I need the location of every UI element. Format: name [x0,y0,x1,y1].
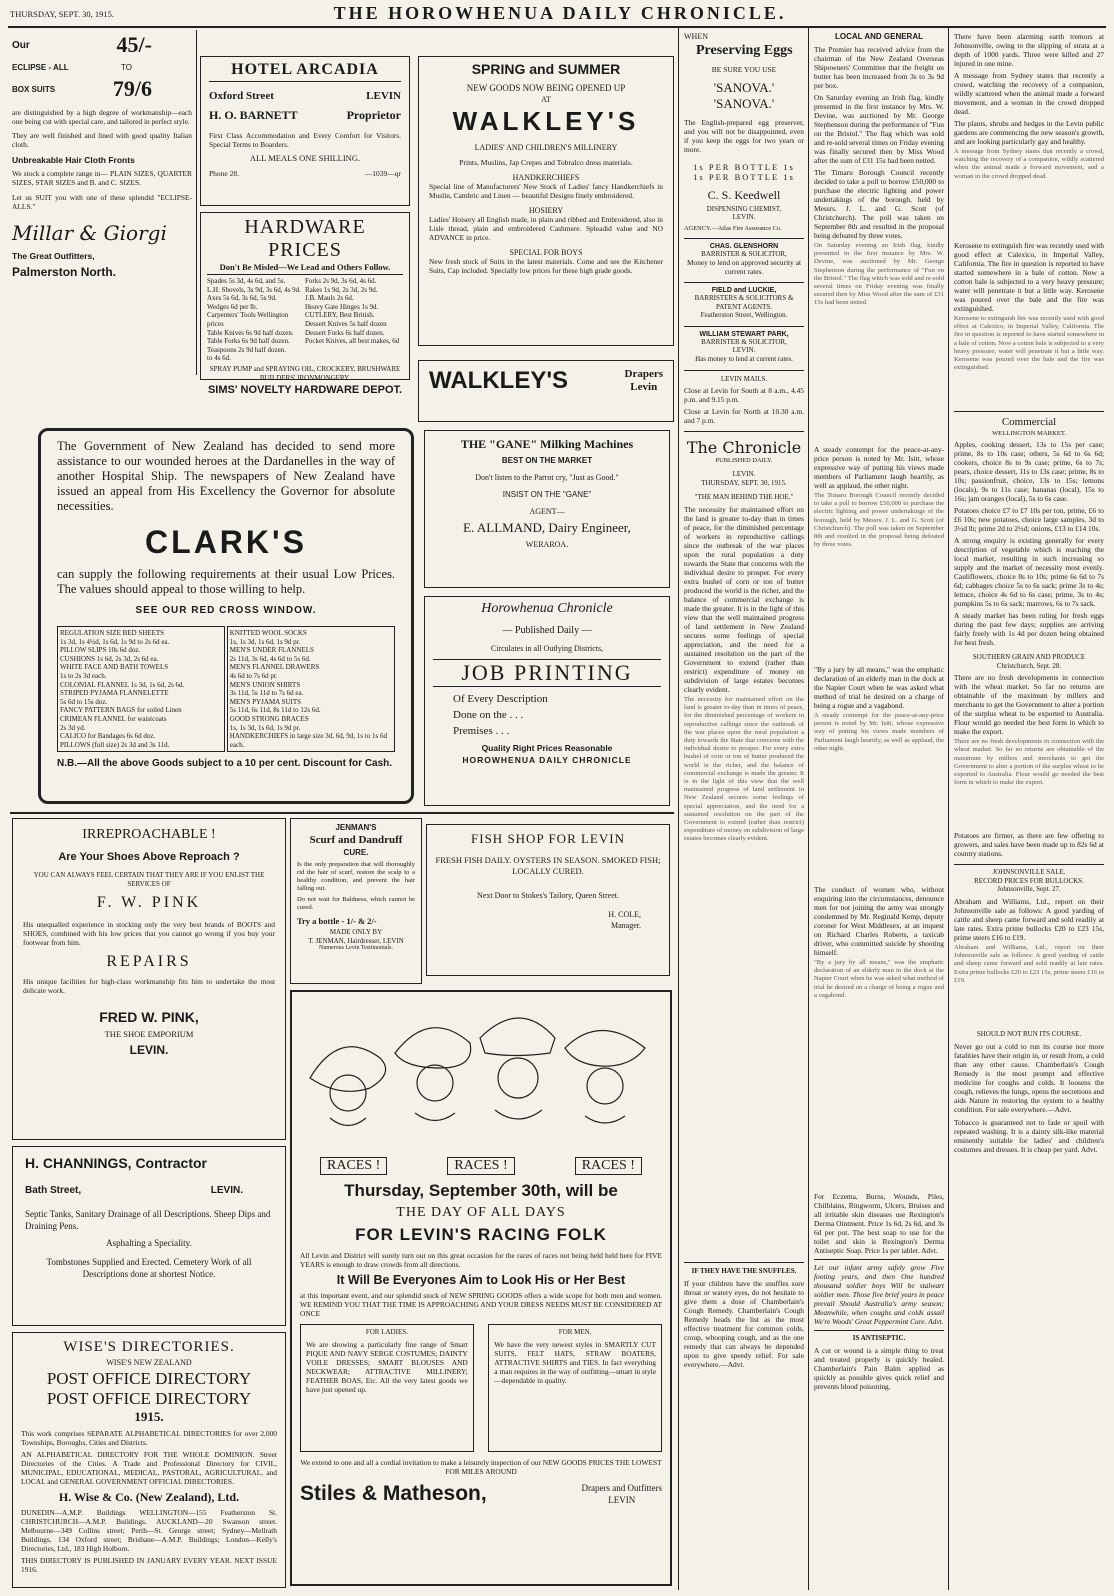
glenshorn-job: BARRISTER & SOLICITOR, [701,250,787,258]
fish-title: FISH SHOP FOR LEVIN [471,831,625,846]
johnsonville-continued: Abraham and Williams, Ltd., report on their Johnsonville sale as follows: A good yarding of cattle and sheep came forward and sold readily at late rates. Extra prime bullocks £20 to £23 15s, prime steers £16 to £19. [954,943,1104,984]
races-t2: at this important event, and our splendid stock of NEW SPRING GOODS offers a wide scope for both men and women. WE REMIND YOU THAT THE TIME IS APPROACHING AND YOUR DRESS NEEDS MUST BE CONSIDERED AT ONCE [300,1291,662,1318]
hotel-text: First Class Accommodation and Every Comfort for Visitors. Special Terms to Boarders. [209,131,401,149]
park-text: Has money to lend at current rates. [695,354,793,363]
chronicle-pub-daily: PUBLISHED DAILY. [715,457,773,465]
clarks-item: PILLOW SLIPS 10s 6d doz. [60,646,141,655]
mails-south: Close at Levin for South at 8 a.m., 4.45 p.m. and 9.15 p.m. [684,386,804,405]
sanova-2: 'SANOVA.' [713,96,775,111]
clarks-item: 1s, 1s 3d, 1s 6d, 1s 9d pr. [229,723,301,732]
column-7 [954,32,1104,1588]
fish-t2: Next Door to Stokes's Tailory, Queen Street. [477,891,619,900]
keedwell-name: C. S. Keedwell [707,188,781,202]
gane-t4: INSIST ON THE "GANE" [502,490,592,499]
clarks-see: SEE OUR RED CROSS WINDOW. [135,605,317,616]
johnsonville-title: JOHNSONVILLE SALE. [992,868,1066,877]
cold-text: Never go out a cold to run its course nor more fatalities have their origin in, or result from, a cold than any other cause. Chamberlain's Cough Remedy is the most prompt and effective medicine for coughs and colds. It loosens the cough, relieves the lungs, opens the secretions and aids Nature in restoring the system to a healthy condition. For sale everywhere.—Advt. [954,1041,1104,1114]
grain-item: Potatoes are firmer, as there are few offering to growers, and sales have been made up to 82s 6d at country stations. [954,831,1104,859]
park-name: WILLIAM STEWART PARK, [699,330,789,338]
eclipse-firm2: The Great Outfitters, [12,251,95,261]
chronicle-pub: — Published Daily — [502,625,592,636]
channing-street: Bath Street, [25,1185,82,1196]
news-item: Kerosene to extinguish fire was recently used with good effect at Calexico, in Imperial Valley, California. The fire in question is reported to have started somewhere in a bale of cotton. Now a cotton bale is subjected to a very heavy pressure; water will penetrate it but a little way. Kerosene was poured over the bale and the fire was extinguished. [954,241,1104,313]
sanova-text: The English-prepared egg preserver, and you will not be disappointed, even if you keep the eggs for two years or more. [684,118,804,154]
clarks-item: CUSHIONS 1s 6d, 2s 3d, 2s 6d ea. [60,654,159,663]
masthead-title: THE HOROWHENUA DAILY CHRONICLE. [333,3,787,23]
glenshorn-name: CHAS. GLENSHORN [709,243,779,250]
grain-item: There are no fresh developments in connection with the wheat market. So far no returns are obtainable of the maximum by millers and merchants to get the Government to alter a portion of the surplus wheat to be exported to Australia. Flour would go needed the best form in which to make the export. [954,673,1104,737]
grain-title: SOUTHERN GRAIN AND PRODUCE [972,653,1086,661]
eclipse-desc1: are distinguished by a high degree of workmanship—each one being cut with special care, and tailored in perfect style. [12,108,192,126]
clarks-item: 1s, 1s 3d, 1s 6d, 1s 9d pr. [229,637,301,646]
local-item-continued: "By a jury by all means," was the emphatic declaration of an elderly man in the dock at the Napier Court when he was asked what method of trial he desired on a charge of being a rogue and a vagabond. [814,959,945,999]
sanova-price: 1s PER BOTTLE 1s [693,162,795,172]
pink-name: F. W. PINK [96,894,202,912]
clarks-item: MEN'S UNION SHIRTS [229,680,301,689]
local-item-continued: The Timaru Borough Council recently decided to take a poll to borrow £50,000 to purchase the electric lighting and power undertakings of the borough, held by Messrs. J. L. and G. Scott (of Christchurch). The poll was taken on September 8th and resulted in the proposal being defeated by three votes. [814,492,944,549]
johnsonville-dateline: Johnsonville, Sept. 27. [997,885,1061,894]
wise-t2: AN ALPHABETICAL DIRECTORY FOR THE WHOLE DOMINION. Street Directories of the Cities. A Trade and Professional Directory for CIVIL, MUNICIPAL, EDUCATIONAL, MEDICAL, PASTORAL, AGRICULTURAL, and LOCAL and GENERAL GOVERNMENT OFFICIAL DIRECTORIES. [21,1450,277,1486]
fish-name: H. COLE, [608,910,641,919]
jenman-t2: Do not wait for Baldness, which cannot be cured. [297,896,415,911]
walkley-s1: HANDKERCHIEFS [512,173,580,182]
channing-t3: Tombstones Supplied and Erected. Cemetery Work of all Descriptions done at shortest Notice. [46,1257,252,1279]
hardware-item: Teaspoons 2s 9d half dozen. [207,345,287,354]
fieldluckie-addr: Featherston Street, Wellington. [700,311,788,320]
hardware-item: L.H. Shovels, 3s 9d, 3s 6d, 4s 9d. [207,285,301,294]
jenman-h2: Scurf and Dandruff [309,834,403,846]
jenman-by: MADE ONLY BY [329,928,383,936]
news-item: There have been alarming earth tremors at Johnsonville, owing to the slipping of strata at a depth of 1000 yards. Three were killed and 27 injured in one mine. [954,32,1104,68]
jenman-note: Numerous Levin Testimonials. [319,945,393,952]
news-item: A message from Sydney states that recently a crowd, watching the recovery of a companion, wildly scattered when the animal made a forward movement, and a woman in the crowd dropped dead. [954,71,1104,116]
local-item-continued: A steady contempt for the peace-at-any-price person is noted by Mr. Isitt, whose expressive way of putting his views made members of Parliament laugh heartily, as well as applaud, the other night. [814,712,944,752]
market-title: WELLINGTON MARKET. [991,430,1067,437]
keedwell-agency: AGENCY.—Atlas Fire Assurance Co. [684,225,782,232]
column-rule [196,30,197,375]
walkley-foot-name: WALKLEY'S [429,367,569,394]
pink-name2: FRED W. PINK, [99,1009,199,1026]
eclipse-town: Palmerston North. [12,265,117,279]
chronicle-name: Horowhenua Chronicle [481,601,613,616]
channing-town: LEVIN. [210,1185,243,1196]
millar-giorgi-logo: Millar & Giorgi [12,221,167,245]
mails-north: Close at Levin for North at 10.30 a.m. and 7 p.m. [684,407,804,426]
hotel-meals: ALL MEALS ONE SHILLING. [249,153,361,163]
hardware-item: Dessert Forks 6s half dozen. [305,328,385,337]
hardware-item: Wedges 6d per lb. [207,302,258,311]
wise-h1: WISE'S DIRECTORIES. [63,1339,235,1355]
wise-h3: POST OFFICE DIRECTORY [46,1369,252,1388]
walkley-s2: HOSIERY [528,206,564,215]
hardware-item: Pocket Knives, all best makes, 6d [305,337,400,346]
job-line2: Done on the . . . [453,709,524,721]
wise-t1: This work comprises SEPARATE ALPHABETICAL DIRECTORIES for over 2,000 Townships, Boroughs, Cities and Districts. [21,1429,277,1447]
clarks-hospital-ship-ad [38,428,414,804]
market-item: Apples, cooking dessert, 13s to 15s per case; prime, 8s to 10s case; others, 5s 6d to 6s 6d; cookers, choice 8s to 9s case; prime, 6s to 7s; pears, choice dessert, 11s to 13s case; prime, 8s to 10s; passionfruit, choice, 13s to 15s; lemons (locals), 9s to 11s case; bananas (local), 15s to 16s; jam oranges (local), 5s to 6s case. [954,440,1104,503]
clarks-item: MEN'S FLANNEL DRAWERS [229,663,320,672]
fish-shop-ad [426,824,670,976]
walkleys-footer-ad [418,360,674,422]
races-ladies-box [300,1324,474,1452]
snuffles-text: If your children have the snuffles sore throat or watery eyes, do not hesitate to give them a dose of Chamberlain's Cough Remedy. Chamberlain's Cough Remedy heads the list as the most effective treatment for common colds, croup, whooping cough, and as the one remedy that can always be depended upon to give speedy relief. For sale everywhere.—Advt. [684,1278,804,1369]
hardware-item: Forks 2s 9d, 3s 6d, 4s 6d. [305,277,377,285]
races-men-text: We have the very newest styles in SMARTLY CUT SUITS, FELT HATS, STRAW BOATERS, ATTRACTIVE SHIRTS and TIES. In fact everything a man requires in the way of outfitting—smart in style—dependable in quality. [494,1339,656,1385]
eclipse-desc3: We stock a complete range in— PLAIN SIZES, QUARTER SIZES, STAR SIZES and B. and C. SIZES. [12,169,192,187]
eclipse-desc4: Let us SUIT you with one of these splendid "ECLIPSE-ALLS." [12,193,192,211]
jenman-price: Try a bottle - 1/- & 2/- [297,916,377,926]
clarks-item: 2s 11d, 3s 6d, 4s 6d to 5s 6d. [229,654,311,663]
clarks-item: REGULATION SIZE BED SHEETS [60,629,165,637]
fieldluckie-job: BARRISTERS & SOLICITORS & PATENT AGENTS. [694,294,794,311]
eclipse-line2: BOX SUITS [12,84,56,94]
eclipse-price-low: 45/- [116,32,152,57]
gane-t5: AGENT— [529,507,565,516]
clarks-body: can supply the following requirements at their usual Low Prices. The values should appeal to those willing to help. [57,567,395,596]
walkley-h1: SPRING and SUMMER [471,61,621,77]
clarks-item: HANDKERCHIEFS in large size 3d, 6d, 9d, 1s to 1s 6d each. [229,732,387,749]
channing-t1: Septic Tanks, Sanitary Drainage of all Descriptions. Sheep Dips and Draining Pens. [25,1209,271,1231]
mails-hd: LEVIN MAILS. [720,374,768,383]
clarks-item: 1s 3d, 1s 4½d, 1s 6d, 1s 9d to 2s 6d ea. [60,637,170,646]
clarks-foot: N.B.—All the above Goods subject to a 10 per cent. Discount for Cash. [57,758,393,770]
hotel-name: HOTEL ARCADIA [209,61,401,82]
job-printing-title: JOB PRINTING [433,659,661,687]
news-item: The plants, shrubs and hedges in the Levin public gardens are commencing the new season's growth, and are looking particularly gay and healthy. [954,119,1104,146]
local-item-continued: On Saturday evening an Irish flag, kindly presented in the first instance by Mrs. W. Devine, was auctioned by Mr. George Stephenson during the performance of "Fun on the Bristol." The flag which was sold and re-sold several times on Friday evening was finally secured then by Miss Wood after the sum of £31 15s had been netted. [814,242,944,307]
eclipse-our: Our [12,39,30,51]
hardware-item: Axes 5s 6d, 3s 6d, 5s 9d. [207,294,277,303]
gane-t6: E. ALLMAND, Dairy Engineer, [463,520,631,535]
chronicle-job-printing-ad [424,596,670,806]
local-item: The Timaru Borough Council recently decided to take a poll to borrow £50,000 to purchase the electric lighting and power undertakings of the borough, held by Messrs. J. L. and G. Scott (of Christchurch). The poll was taken on September 8th and resulted in the proposal being defeated by three votes. [814,168,944,240]
races-banner: RACES ! [575,1157,642,1175]
hardware-left-list [207,277,305,363]
hotel-phone: Phone 28. [209,169,239,178]
clarks-item: 4s 6d to 7s 6d pr. [229,671,278,680]
column-rule [948,28,949,1590]
fish-role: Manager. [611,921,641,930]
jenman-h3: CURE. [343,848,369,857]
jenman-t1: Is the only preparation that will thoroughly rid the hair of scurf, restore the scalp to a healthy condition, and prevent the hair falling out. [297,861,415,892]
hardware-item: Heavy Gate Hinges 1s 9d. [305,302,379,311]
eclipse-suits-ad [12,32,192,372]
eggs-when: WHEN [684,32,708,41]
chronicle-circ: Circulates in all Outlying Districts, [490,644,604,653]
hardware-item: Table Forks 6s 9d half dozen. [207,337,290,346]
pink-town: LEVIN. [129,1043,169,1058]
fieldluckie-name: FIELD and LUCKIE, [711,287,777,294]
walkley-t1: Special line of Manufacturers' New Stock of Ladies' fancy Handkerchiefs in Muslin, Cambric and Linen — beautiful Designs finely embroidered. [429,182,663,200]
jenman-maker: T. JENMAN, Hairdresser, LEVIN [308,936,404,945]
hardware-item: J.B. Mauls 2s 6d. [305,294,354,303]
local-item: A steady contempt for the peace-at-any-price person is noted by Mr. Isitt, whose expressive way of putting his views made members of Parliament laugh heartily, as well as applaud, the other night. [814,445,944,490]
walkley-foot-levin: Levin [630,381,658,393]
hotel-owner: H. O. BARNETT [209,108,298,122]
wises-directories-ad [12,1332,286,1588]
local-item: "By a jury by all means," was the emphatic declaration of an elderly man in the dock at the Napier Court when he was asked what method of trial he desired on a charge of being a rogue and a vagabond. [814,665,944,710]
masthead-date: THURSDAY, SEPT. 30, 1915. [10,9,114,19]
sanova-price: 1s PER BOTTLE 1s [693,172,795,182]
races-t3: We extend to one and all a cordial invitation to make a leisurely inspection of our NEW GOODS PRICES THE LOWEST FOR MILES AROUND [300,1458,662,1476]
hardware-item: to 4s 6d. [207,354,231,363]
pink-h2: Are Your Shoes Above Reproach ? [58,851,240,863]
clarks-item: 5s 11d, 6s 11d, 8s 11d to 12s 6d. [229,706,321,715]
hardware-right-list [305,277,403,363]
eggs-sure: BE SURE YOU USE [711,65,777,74]
races-banner: RACES ! [447,1157,514,1175]
races-h4: It Will Be Everyones Aim to Look His or Her Best [336,1273,626,1287]
wise-h4: POST OFFICE DIRECTORY [46,1389,252,1408]
walkleys-ad [418,56,674,346]
clarks-item: COLONIAL FLANNEL 1s 3d, 1s 6d, 2s 6d. [60,680,185,689]
walkley-t2: Ladies' Hoisery all English made, in plain and ribbed and Embroidered, also in Lisle thread, plain and embroidered Cashmere. Spleadid value and NO ADVANCE in price. [429,215,663,242]
hardware-foot: SPRAY PUMP and SPRAYING OIL, CROCKERY, BRUSHWARE BUILDERS' IRONMONGERY. [209,364,401,382]
local-general-title: LOCAL AND GENERAL [835,32,923,41]
races-ladies-hd: FOR LADIES. [365,1328,408,1336]
eclipse-line1: ECLIPSE - ALL [12,62,69,72]
walkley-foot-drapers: Drapers [624,368,663,380]
gane-milking-ad [424,430,670,588]
clarks-item: 3s 11d, 5s 11d to 7s 6d ea. [229,689,304,698]
chronicle-nameplate: The Chronicle [686,438,802,458]
races-banner: RACES ! [320,1157,387,1175]
clarks-item: 1s to 2s 3d each. [60,671,107,680]
hardware-sub: Don't Be Misled—We Lead and Others Follow. [207,262,403,275]
local-item: The conduct of women who, without enquiring into the circumstances, denounce men for not joining the army was strongly condemned by Mr. Reginald Kemp, deputy coroner for West Middlesex, at an inquest on Richard Charles Roberts, a taxicab driver, who committed suicide by shooting himself. [814,885,944,957]
walkley-t3: New fresh stock of Suits in the latest materials. Come and see the Kitchener Suits, Cap included. Specially low prices for these high grade goods. [429,257,663,275]
pink-l3: His unique facilities for high-class workmanship fits him to undertake the most delicate work. [23,977,275,996]
races-town: LEVIN [608,1495,636,1505]
jenman-dandruff-ad [290,818,422,984]
channing-name: H. CHANNINGS, Contractor [25,1155,208,1171]
stiles-matheson-races-ad [290,990,672,1586]
news-item-continued: Kerosene to extinguish fire was recently used with good effect at Calexico, in Imperial Valley, California. The fire in question is reported to have started somewhere in a bale of cotton. Now a cotton bale is subjected to a very heavy pressure; water will penetrate it but a little way. Kerosene was poured over the bale and the fire was extinguished. [954,315,1104,372]
market-item: A strong enquiry is existing generally for every description of vegetable which is reaching the local market, resulting in such increasing so supply and the market of necessity most evenly. Cauliflowers, choice 8s to 10s; prime 6s 6d to 7s 6d; cabbages choice 5s to 6s sack; prime 3s to 4s; lettuce, choice 4s 6d to 6s case; prime, 3s to 4s; pumpkins 5s to 6s sack; marrows, 6s to 7s sack. [954,536,1104,608]
hardware-prices-ad [200,212,410,397]
clarks-item: KNITTED WOOL SOCKS [229,629,307,637]
tobralco-text: Tobacco is guaranteed not to fade or spoil with repeated washing. It is a dainty silk-like material eminently suitable for ladies' and children's costumes and dresses. It is cheap per yard. Advt. [954,1117,1104,1154]
races-h1: Thursday, September 30th, will be [344,1181,618,1200]
channing-t2: Asphalting a Speciality. [106,1238,192,1248]
snuffles-title: IF THEY HAVE THE SNUFFLES. [691,1266,797,1275]
editorial-title: "THE MAN BEHIND THE HOE." [694,493,794,502]
market-item: A steady market has been ruling for fresh eggs during the past few days; supplies are arriving fairly freely with 1s 4d per dozen being obtained for best fresh. [954,611,1104,647]
chronicle-levin: LEVIN. [732,470,756,479]
clarks-item: 2s 3d yd. [60,723,86,732]
hardware-item: Table Knives 6s 9d half dozen. [207,328,294,337]
eclipse-price-high: 79/6 [112,76,152,101]
clarks-item: WHITE FACE AND BATH TOWELS [60,663,169,672]
channings-contractor-ad [12,1146,286,1326]
news-item-continued: A message from Sydney states that recently a crowd, watching the recovery of a companion, wildly scattered when the animal made a forward movement, and a woman in the crowd dropped dead. [954,148,1104,180]
hotel-town: LEVIN [366,90,401,102]
job-line5: HOROWHENUA DAILY CHRONICLE [462,755,632,765]
column-5 [684,32,804,1588]
masthead-rule [8,26,1106,28]
walkley-at: AT [541,95,551,104]
walkley-h4: Prints, Muslins, Jap Crepes and Tobralco dress materials. [459,158,633,167]
chronicle-date: THURSDAY, SEPT. 30, 1915. [701,478,787,487]
clarks-item: MEN'S UNDER FLANNELS [229,646,314,655]
johnsonville-text: Abraham and Williams, Ltd., report on their Johnsonville sale as follows: A good yarding of cattle and sheep came forward and sold readily at late rates. Extra prime bullocks £20 to £23 15s, prime steers £16 to £19. [954,896,1104,942]
johnsonville-sub: RECORD PRICES FOR BULLOCKS. [974,876,1084,885]
gane-t3: Don't listen to the Parrot cry, "Just as Good." [475,473,619,482]
races-t1: All Levin and District will surely turn out on this great occasion for the races of races not being held held here for FIVE YEARS is enough to draw crowds from all directions. [300,1251,662,1269]
editorial-text: The necessity for maintained effort on the land is greater to-day than in times of peace, for the diminished percentage of workers in reproductive callings since the outbreak of the war places upon the rural population a duty towards the State that concerns with the individual desire to prosper. For every extra bushel of corn or ton of butter produced the world is the richer, and the balance of commercial exchange is made the greater. It is in the light of this view that the well maintained progress of land settlement in New Zealand secures some feelings of special appreciation, and the need for a sustained resolution on the part of the Government to extend (rather than restrict) expenditure of money on subdivision of large estates becomes clearly evident. [684,504,804,694]
hotel-street: Oxford Street [209,90,274,102]
walkley-s3: SPECIAL FOR BOYS [509,248,583,257]
clarks-item: FANCY PATTERN BAGS for soiled Linen [60,706,182,715]
keedwell-town: LEVIN. [732,213,756,221]
glenshorn-text: Money to lend on approved security at current rates. [686,258,802,276]
hardware-title: HARDWARE PRICES [244,216,366,261]
eggs-preserving: Preserving Eggs [696,43,793,58]
wise-t3: DUNEDIN—A.M.P. Buildings WELLINGTON—155 Featherston St. CHRISTCHURCH—A.M.P. Buildings. AUCKLAND—20 Swanson street. Melbourne—349 Collins street; Perth—St. George street; Sydney—Mellrath Buildings, 134 Oxford street; Brisbane—A.M.P. Buildings; London—Kelly's Directories, Ltd., 183 High Holborn. [21,1508,277,1553]
grain-item-continued: There are no fresh developments in connection with the wheat market. So far no returns are obtainable of the maximum by millers and merchants to get the Government to alter a portion of the surplus wheat to be exported to Australia. Flour would go needed the best form in which to make the export. [954,738,1104,787]
park-town: LEVIN. [732,346,756,355]
hotel-code: —1039—qr [364,169,401,178]
keedwell-job: DISPENSING CHEMIST, [706,205,782,213]
local-item: On Saturday evening an Irish flag, kindly presented in the first instance by Mrs. W. Devine, was auctioned by Mr. George Stephenson during the performance of "Fun on the Bristol." The flag which was sold and re-sold several times on Friday evening was finally secured then by Miss Wood after the sum of £31 15s had been netted. [814,93,944,165]
walkley-h3: LADIES' AND CHILDREN'S MILLINERY [474,143,618,152]
gane-t2: BEST ON THE MARKET [501,456,593,465]
park-job: BARRISTER & SOLICITOR, [701,337,787,346]
job-line4: Quality Right Prices Reasonable [481,743,613,753]
races-firm: Stiles & Matheson, [300,1482,487,1505]
clarks-item: GOOD STRONG BRACES [229,714,309,723]
hardware-item: Rakes 1s 9d, 2s 3d, 2s 9d. [305,285,378,294]
sanova-1: 'SANOVA.' [713,80,775,95]
peppermint-poem: Let our infant army safely grow Five footing years, and then One hundred thousand soldier boys Will be stalwart soldier men. Those five brief years in peace prevail Should Australia's army season; Meanwhile, when coughs and colds assail We're Woods' Great Peppermint Cure. Advt. [814,1263,944,1326]
hotel-role: Proprietor [346,108,401,122]
pink-emp: THE SHOE EMPORIUM [104,1029,194,1040]
cold-title: SHOULD NOT RUN ITS COURSE. [976,1029,1082,1038]
grain-dateline: Christchurch, Sept. 28. [996,661,1062,670]
clarks-item: CALICO for Bandages 6s 6d doz. [60,732,156,741]
local-item: The Premier has received advice from the chairman of the New Zealand Overseas Shipowners' Committee that the freight on butter has been increased from 3s to 3s 9d per box. [814,45,944,90]
wise-year: 1915. [134,1409,164,1424]
column-rule [808,28,809,1590]
hardware-shop: SIMS' NOVELTY HARDWARE DEPOT. [207,384,403,397]
hotel-arcadia-ad [200,56,410,206]
column-6 [814,32,944,1588]
antiseptic-title: IS ANTISEPTIC. [852,1334,906,1342]
clarks-right-list [227,626,395,752]
hardware-item: CUTLERY, Best British. [305,311,375,320]
eclipse-heading: Unbreakable Hair Cloth Fronts [12,155,135,165]
fish-t1: FRESH FISH DAILY. OYSTERS IN SEASON. SMOKED FISH; LOCALLY CURED. [435,855,661,876]
fw-pink-shoes-ad [12,818,286,1140]
races-ladies-text: We are showing a particularly fine range of Smart PIQUE AND NAVY SERGE COSTUMES; DAINTY VOILE DRESSES; SMART BLOUSES AND NECKWEAR; ATTRACTIVE MILLINERY; FEATHER BOAS, Etc. All the very latest goods we have just opened up. [306,1339,468,1394]
wise-h2: WISE'S NEW ZEALAND [106,1358,192,1367]
races-men-hd: FOR MEN. [558,1328,592,1336]
clarks-item: CRIMEAN FLANNEL for waistcoats [60,714,167,723]
jenman-h1: JENMAN'S [335,823,377,832]
walkley-name: WALKLEY'S [452,106,640,136]
antiseptic-text: A cut or wound is a simple thing to treat and treated properly is quickly healed. Chamberlain's Pain Balm applied as quickly as possible gives quick relief and prevents blood poisoning. [814,1345,944,1391]
clarks-item: MEN'S PYJAMA SUITS [229,697,302,706]
clarks-item: 5s 6d to 15s doz. [60,697,108,706]
clarks-item: PILLOWS (full size) 2s 3d and 3s 11d. [60,740,170,749]
clarks-intro: The Government of New Zealand has decided to send more assistance to our wounded heroes at the Dardanelles in the way of another Hospital Ship. The newspapers of New Zealand have issued an appeal from His Excellency the Governor for absolute necessities. [57,439,395,513]
wise-firm: H. Wise & Co. (New Zealand), Ltd. [58,1490,240,1504]
local-item: For Eczema, Burns, Wounds, Piles, Chilblains, Ringworm, Ulcers, Bruises and all irritable skin diseases use Rexington's Derma Ointment. Price 1s 6d, 2s 6d, and 3s 6d per pot. The best soap to use for the toilet and skin is Rexington's Derma Antiseptic Soap. Price 1s per tablet. Advt. [814,1192,944,1255]
wise-t4: THIS DIRECTORY IS PUBLISHED IN JANUARY EVERY YEAR. NEXT ISSUE 1916. [21,1556,277,1574]
races-men-box [488,1324,662,1452]
clarks-name: CLARK'S [145,524,307,560]
hardware-item: Dessert Knives 5s half dozen [305,319,387,328]
section-rule [10,812,674,814]
races-firm2: Drapers and Outfitters [581,1483,662,1493]
clarks-item: STRIPED PYJAMA FLANNELETTE [60,689,169,698]
hardware-item: Spades 5s 3d, 4s 6d, and 5s. [207,277,286,285]
hardware-item: Carpenters' Tools Wellington prices [207,311,289,328]
pink-repairs: REPAIRS [106,953,192,971]
races-h2: THE DAY OF ALL DAYS [396,1205,566,1220]
ladies-hats-illustration [300,998,662,1148]
pink-l2: His unequalled experience in stocking only the very best brands of BOOTS and SHOES, combined with his low prices that you cannot go wrong if you buy your footwear from him. [23,920,275,948]
gane-t7: WERAROA. [525,540,569,549]
pink-l1: YOU CAN ALWAYS FEEL CERTAIN THAT THEY ARE IF YOU ENLIST THE SERVICES OF [33,871,265,888]
clarks-left-list [57,626,225,752]
eclipse-desc2: They are well finished and lined with good quality Italian cloth. [12,131,192,149]
editorial-continued: The necessity for maintained effort on the land is greater to-day than in times of peace, for the diminished percentage of workers in reproductive callings since the outbreak of the war places upon the rural population a duty towards the State that concerns with the individual desire to prosper. For every extra bushel of corn or ton of butter produced the world is the richer, and the balance of commercial exchange is made the greater. It is in the light of this view that the well maintained progress of land settlement in New Zealand secures some feelings of special appreciation, and the need for a sustained resolution on the part of the Government to extend (rather than restrict) expenditure of money on subdivision of large estates becomes clearly evident. [684,695,805,843]
commercial-title: Commercial [1001,416,1057,428]
races-h3: FOR LEVIN'S RACING FOLK [355,1225,607,1244]
eclipse-to: TO [121,62,132,72]
pink-h1: IRREPROACHABLE ! [82,827,216,842]
column-rule [678,28,679,1590]
job-line1: Of Every Description [453,693,548,705]
gane-t1: THE "GANE" Milking Machines [460,437,634,451]
market-item: Potatoes choice £7 to £7 10s per ton, prime, £6 to £6 10s; new potatoes, choice large samples, 3d to 3½d lb; prime 2d to 2½d; onions, £13 to £14 10s. [954,506,1104,533]
walkley-h2: NEW GOODS NOW BEING OPENED UP [466,83,626,93]
job-line3: Premises . . . [453,725,510,737]
